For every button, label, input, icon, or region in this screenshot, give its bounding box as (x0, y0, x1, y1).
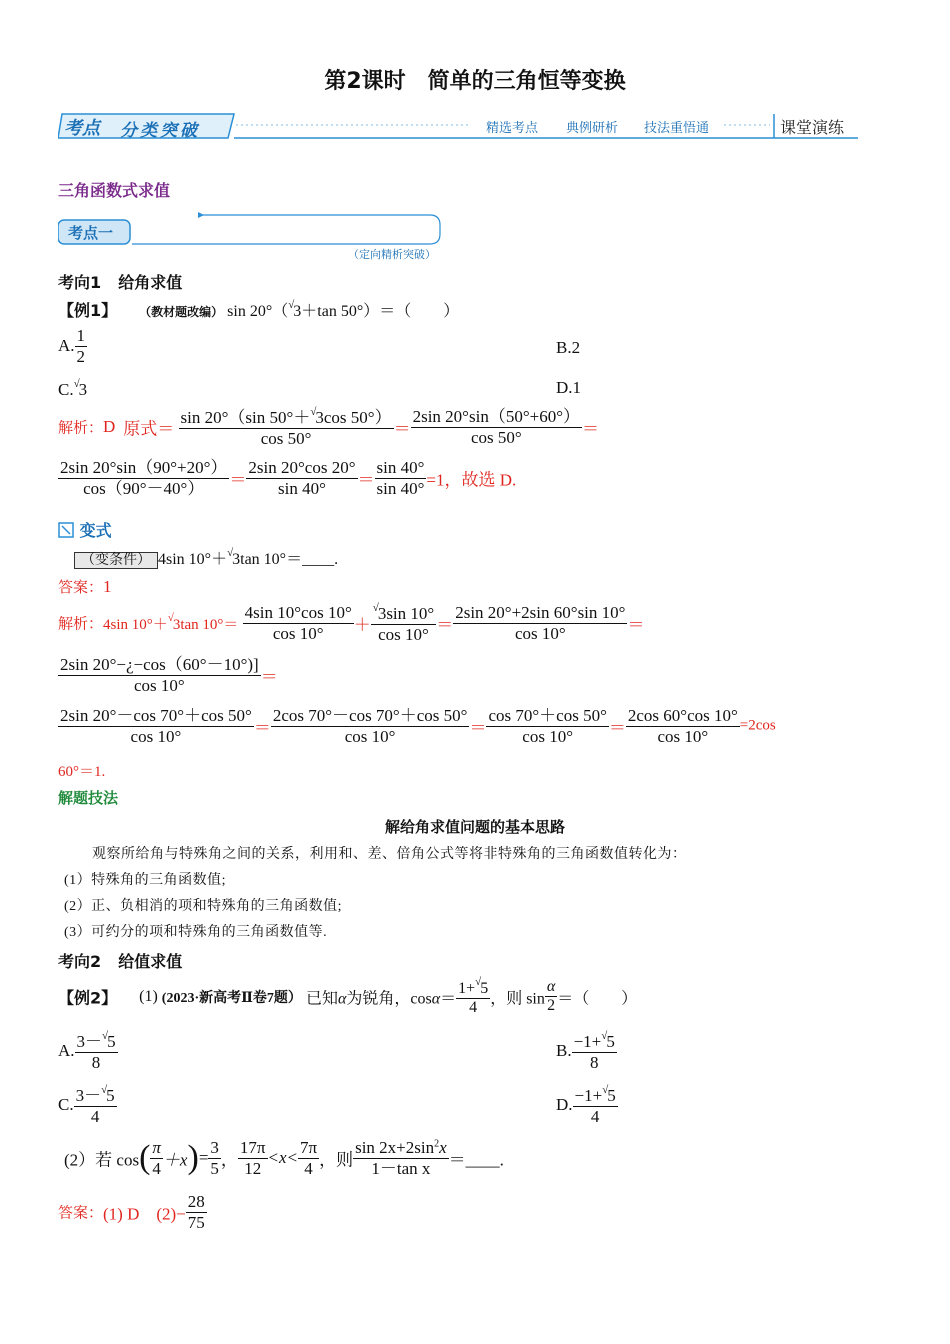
variant-box: （变条件） (74, 552, 158, 569)
sqrt-icon: √ (601, 1030, 608, 1042)
kaodian-note: （定向精析突破） (348, 248, 436, 261)
variant-heading (58, 518, 112, 541)
ex2-a-num-b: 5 (107, 1032, 116, 1051)
sqrt-icon: √ (227, 547, 234, 559)
s1-f1-num-a: sin 20°（sin 50°＋ (180, 408, 311, 427)
ex2-option-b-label: B. (556, 1041, 572, 1061)
kaodian-label: 考点一 (68, 224, 114, 242)
ex2-answer-den: 75 (187, 1212, 205, 1232)
variant-icon (58, 522, 74, 538)
direction-1-title: 给角求值 (118, 273, 183, 292)
ex2-a-num-a: 3－ (76, 1032, 103, 1051)
ex2-c-num-b: 5 (106, 1086, 115, 1105)
direction-1 (58, 270, 182, 293)
equals-sign: ＝ (357, 470, 375, 490)
example-1-stem-c: ＋tan 50°）＝（ ） (301, 303, 460, 320)
method-p1: 观察所给角与特殊角之间的关系，利用和、差、倍角公式等将非特殊角的三角函数值转化为： (92, 847, 687, 862)
ex2-d-num-b: 5 (607, 1086, 616, 1105)
direction-2-label: 考向2 (58, 952, 102, 971)
example-1-stem (58, 298, 459, 321)
ex2-option-d (556, 1084, 618, 1126)
equals-sign: ＝ (393, 419, 411, 439)
s1-f4-num: 2sin 20°cos 20° (248, 458, 356, 477)
s1-f1-den: cos 50° (260, 428, 312, 448)
example-1-source: （教材题改编） (139, 305, 224, 319)
p2-f4-num-a: sin 2x+2sin (355, 1138, 435, 1157)
section-heading: 三角函数式求值 (58, 181, 171, 200)
direction-2-title: 给值求值 (118, 952, 183, 971)
ex2-answer-a: (1) D (2)− (103, 1204, 186, 1224)
section-banner (58, 110, 858, 140)
ex2-option-b (556, 1030, 617, 1072)
alpha-symbol: α (337, 990, 347, 1008)
sqrt-icon: √ (102, 1030, 109, 1042)
s2-lead-c: tan 10°＝ (180, 617, 239, 634)
s2-f8-num: 2cos 60°cos 10° (627, 706, 738, 725)
p2-eq: = (198, 1148, 209, 1168)
ex2-b-den: 8 (589, 1052, 599, 1072)
equals-sign: ＝ (229, 470, 247, 490)
p2-f1-den: 5 (210, 1158, 219, 1178)
variant-stem-b: 3 (232, 551, 241, 568)
option-a-den: 2 (76, 346, 86, 366)
method-p2: (1）特殊角的三角函数值; (64, 873, 227, 888)
example-2-source: (2023·新高考Ⅱ卷7题） (161, 990, 302, 1006)
s2-f3-num: 2sin 20°+2sin 60°sin 10° (455, 603, 626, 622)
p2-blank: ＝____. (448, 1150, 504, 1170)
equals-sign: ＝ (253, 718, 271, 738)
p2-f3-den: 4 (304, 1158, 313, 1178)
s1-f2-den: cos 50° (470, 427, 522, 447)
solution-1-lead: 原式＝ (123, 419, 175, 439)
ex2-d-num-a: −1+ (574, 1086, 603, 1105)
ex2-option-a-label: A. (58, 1041, 75, 1061)
option-c (58, 378, 87, 400)
method-heading: 解题技法 (58, 789, 119, 807)
solution-2-line-1 (58, 602, 644, 644)
variant-answer (58, 576, 112, 597)
solution-1-line-2 (58, 458, 516, 498)
sqrt-icon: √ (73, 378, 80, 390)
variant-answer-label: 答案： (58, 578, 104, 596)
variant-stem-a: 4sin 10°＋ (158, 551, 228, 568)
p2-f2-num: 17π (239, 1138, 266, 1157)
ex2-answer-label: 答案： (58, 1203, 104, 1222)
ex2-b-num-a: −1+ (573, 1032, 602, 1051)
example-2-stem-b: 为锐角，cos (346, 990, 432, 1008)
s2-f6-den: cos 10° (344, 726, 396, 746)
s2-lead-b: 3 (172, 617, 181, 634)
example-2-stem-d: ，则 sin (490, 990, 545, 1008)
solution-1-tail: =1，故选 D. (426, 470, 517, 490)
ex2-d-den: 4 (590, 1106, 600, 1126)
p2-lt: <x< (267, 1148, 298, 1168)
s2-f4-num: 2sin 20°−¿−cos（60°－10°)] (60, 655, 259, 674)
s2-f4-den: cos 10° (133, 675, 185, 695)
s2-f6-num: 2cos 70°－cos 70°＋cos 50° (272, 706, 468, 725)
method-p4: (3）可约分的项和特殊角的三角函数值等. (64, 925, 328, 940)
p2-4: 4 (152, 1158, 161, 1178)
sqrt-icon: √ (310, 406, 317, 418)
example-1-stem-a: sin 20°（ (227, 303, 289, 320)
banner-item-3: 技法重悟通 (644, 121, 710, 136)
solution-1-line-1 (58, 406, 599, 448)
e2-frac-den: 4 (469, 999, 478, 1017)
option-a-label: A. (58, 336, 75, 356)
plus-sign: ＋ (353, 615, 371, 635)
variant-heading-text: 变式 (79, 521, 112, 540)
variant-stem-c: tan 10°＝____. (240, 551, 339, 568)
p2-f1-num: 3 (210, 1138, 219, 1157)
equals-sign: ＝ (608, 718, 626, 738)
equals-sign: ＝ (582, 419, 600, 439)
e2-frac-num-b: 5 (480, 980, 489, 997)
sqrt-icon: √ (602, 1084, 609, 1096)
p2-comma: ， (220, 1150, 238, 1170)
equals-sign: ＝ (469, 718, 487, 738)
s1-f4-den: sin 40° (278, 478, 326, 498)
s2-f1-den: cos 10° (272, 623, 324, 643)
p2-f4-den: 1－tan x (371, 1158, 431, 1178)
option-b: B.2 (556, 338, 581, 357)
ex2-a-den: 8 (91, 1052, 101, 1072)
banner-right: 课堂演练 (780, 118, 845, 137)
ex2-option-c-label: C. (58, 1095, 74, 1115)
p2-f3-num: 7π (300, 1138, 318, 1157)
option-c-label: C. (58, 380, 74, 399)
s2-f2-num-c: sin 10° (386, 604, 435, 623)
option-d: D.1 (556, 378, 582, 397)
example-1-stem-b: 3 (293, 303, 302, 320)
s2-f7-num: cos 70°＋cos 50° (488, 706, 607, 725)
example-1-tag: 【例1】 (58, 301, 118, 320)
ex2-option-c (58, 1084, 117, 1126)
s2-f8-den: cos 10° (657, 726, 709, 746)
method-p3: (2）正、负相消的项和特殊角的三角函数值; (64, 899, 343, 914)
solution-2-line-4: 60°＝1. (58, 764, 106, 780)
s1-f5-num: sin 40° (376, 458, 425, 477)
p2-plus: ＋x (162, 1150, 188, 1170)
example-2-tag: 【例2】 (58, 988, 118, 1008)
equals-sign: ＝ (627, 615, 645, 635)
s2-tail-a: =2cos (739, 717, 776, 734)
solution-2-line-2 (58, 655, 278, 695)
p2-lead: (2）若 cos (64, 1150, 140, 1170)
example-2-stem-c: ＝ (440, 990, 457, 1008)
ex2-answer-num: 28 (187, 1192, 205, 1211)
ex2-option-a (58, 1030, 118, 1072)
s2-f1-num: 4sin 10°cos 10° (244, 603, 352, 622)
p2-pi: π (152, 1138, 161, 1157)
option-c-val: 3 (78, 380, 88, 399)
s2-f2-num-b: 3 (377, 604, 387, 623)
right-paren: ) (187, 1139, 199, 1177)
ex2-c-den: 4 (90, 1106, 100, 1126)
sqrt-icon: √ (372, 602, 379, 614)
solution-1-label: 解析： (58, 418, 104, 437)
banner-logo-a: 考点 (64, 118, 100, 139)
ex2-b-num-b: 5 (606, 1032, 615, 1051)
equals-sign: ＝ (436, 615, 454, 635)
e2-half-den: 2 (547, 997, 556, 1015)
option-a-num: 1 (76, 326, 86, 345)
option-a (58, 326, 87, 366)
solution-2-line-3 (58, 706, 776, 746)
s2-f2-den: cos 10° (378, 624, 429, 644)
e2-half-num: α (545, 978, 557, 997)
method-title: 解给角求值问题的基本思路 (384, 818, 565, 836)
alpha-symbol: α (431, 990, 441, 1008)
sqrt-icon: √ (167, 612, 174, 625)
s2-f7-den: cos 10° (522, 726, 574, 746)
left-paren: ( (139, 1139, 151, 1177)
banner-logo-b: 分类突破 (120, 121, 200, 141)
example-2-part1: (1) (139, 987, 158, 1005)
s1-f1-num-c: cos 50°） (323, 408, 392, 427)
s2-f5-den: cos 10° (130, 726, 182, 746)
example-2-stem-a: 已知 (305, 990, 338, 1008)
example-2-stem-e: ＝（ ） (557, 990, 638, 1008)
banner-item-1: 精选考点 (486, 121, 539, 136)
s2-f5-num: 2sin 20°－cos 70°＋cos 50° (60, 706, 252, 725)
p2-f2-den: 12 (244, 1158, 262, 1178)
e2-frac-num-a: 1+ (458, 980, 476, 997)
example-2-stem (58, 976, 637, 1018)
example-2-answer (58, 1192, 207, 1232)
solution-1-answer: D (103, 417, 116, 437)
sqrt-icon: √ (101, 1084, 108, 1096)
page-title: 第2课时 简单的三角恒等变换 (324, 69, 626, 94)
example-2-part-2 (64, 1138, 504, 1178)
banner-item-2: 典例研析 (566, 121, 619, 136)
sqrt-icon: √ (475, 976, 482, 988)
p2-f4-num-b: x (439, 1138, 447, 1157)
s1-f1-num-b: 3 (315, 408, 324, 427)
solution-2-label: 解析： (58, 614, 104, 633)
direction-1-label: 考向1 (58, 273, 102, 292)
variant-stem (74, 546, 338, 569)
equals-sign: ＝ (260, 667, 278, 687)
p2-then: ，则 (319, 1150, 354, 1170)
s1-f3-den: cos（90°－40°） (83, 478, 205, 498)
s2-lead-a: 4sin 10°＋ (103, 617, 168, 634)
s1-f3-num: 2sin 20°sin（90°+20°） (60, 458, 228, 477)
kaodian-box (58, 212, 442, 262)
ex2-option-d-label: D. (556, 1095, 573, 1115)
sqrt-icon: √ (288, 299, 295, 311)
ex2-c-num-a: 3－ (75, 1086, 102, 1105)
s2-f3-den: cos 10° (514, 623, 566, 643)
s1-f2-num: 2sin 20°sin（50°+60°） (412, 407, 581, 426)
variant-answer-value: 1 (103, 577, 112, 596)
p2-f4-num-sup: 2 (434, 1138, 440, 1150)
s1-f5-den: sin 40° (376, 478, 425, 498)
direction-2 (58, 949, 182, 972)
